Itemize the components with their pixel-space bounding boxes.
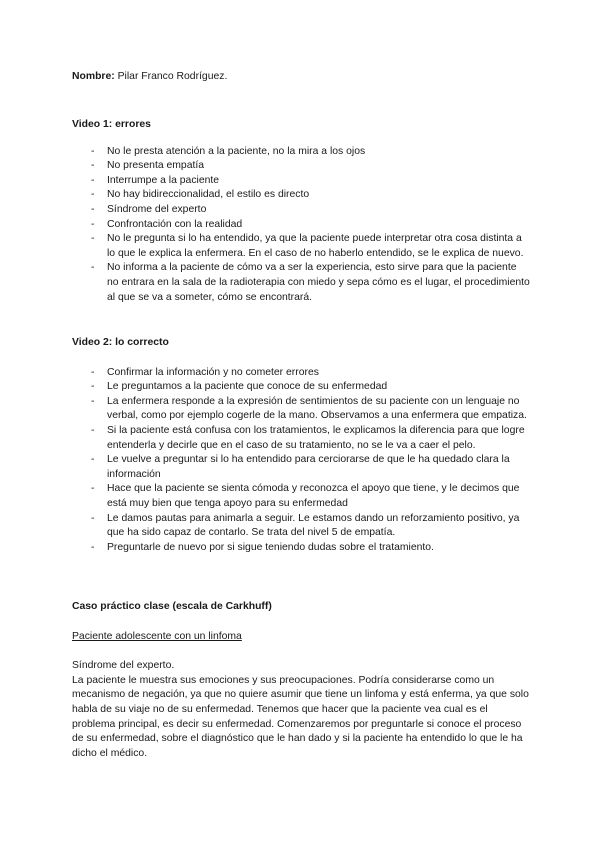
video1-list xyxy=(72,145,530,306)
caso-section xyxy=(72,600,530,761)
list-item: - La enfermera responde a la expresión de sentimientos de su paciente con un lenguaje no verbal, como por ejemplo cogerle de la mano. Observamos a una enfermera que empatiza. xyxy=(72,395,530,424)
list-item: - Síndrome del experto xyxy=(72,203,530,218)
name-value: Pilar Franco Rodríguez. xyxy=(117,71,228,82)
list-item: - No hay bidireccionalidad, el estilo es directo xyxy=(72,188,530,203)
list-item: - No le presta atención a la paciente, no la mira a los ojos xyxy=(72,145,530,160)
video2-list xyxy=(72,366,530,556)
list-item: - Le damos pautas para animarla a seguir. Le estamos dando un reforzamiento positivo, ya que ha sido capaz de contarlo. Se trata del nivel 5 de empatía. xyxy=(72,512,530,541)
list-item: - Confrontación con la realidad xyxy=(72,218,530,233)
caso-paragraph-1: Síndrome del experto. xyxy=(72,660,175,672)
list-item: - No le pregunta si lo ha entendido, ya que la paciente puede interpretar otra cosa distinta a lo que le explica la enfermera. En el caso de no haberlo entendido, se le explica de nuevo. xyxy=(72,232,530,261)
list-item: - No presenta empatía xyxy=(72,159,530,174)
name-label: Nombre: xyxy=(72,71,115,82)
caso-heading: Caso práctico clase (escala de Carkhuff) xyxy=(72,601,272,612)
video1-heading: Video 1: errores xyxy=(72,119,151,130)
video2-heading: Video 2: lo correcto xyxy=(72,337,169,348)
list-item: - Confirmar la información y no cometer errores xyxy=(72,366,530,381)
list-item: - Hace que la paciente se sienta cómoda y reconozca el apoyo que tiene, y le decimos que está muy bien que tenga apoyo para su enfermedad xyxy=(72,482,530,511)
caso-paragraph-2: La paciente le muestra sus emociones y sus preocupaciones. Podría considerarse como un mecanismo de negación, ya que no quiere asumir que tiene un linfoma y está enferma, ya que solo habla de su viaje no de su enfermedad. Tenemos que hacer que la paciente vea cual es el problema principal, es decir su enfermedad. Comenzaremos por preguntarle si conoce el proceso de su enfermedad, sobre el diagnóstico que le han dado y si la paciente ha entendido lo que le ha dicho el médico. xyxy=(72,674,529,759)
list-item: - Preguntarle de nuevo por si sigue teniendo dudas sobre el tratamiento. xyxy=(72,541,530,556)
video2-section xyxy=(72,336,530,555)
list-item: - Le vuelve a preguntar si lo ha entendido para cerciorarse de que le ha quedado clara la información xyxy=(72,453,530,482)
video1-section xyxy=(72,118,530,305)
list-item: - Si la paciente está confusa con los tratamientos, le explicamos la diferencia para que logre entenderla y decirle que en el caso de su tratamiento, no se le va a caer el pelo. xyxy=(72,424,530,453)
caso-subtitle: Paciente adolescente con un linfoma xyxy=(72,630,242,642)
student-name xyxy=(72,70,227,85)
list-item: - Le preguntamos a la paciente que conoce de su enfermedad xyxy=(72,380,530,395)
list-item: - Interrumpe a la paciente xyxy=(72,174,530,189)
list-item: - No informa a la paciente de cómo va a ser la experiencia, esto sirve para que la paciente no entrara en la sala de la radioterapia con miedo y sepa cómo es el lugar, el procedimiento al que se va a someter, cómo se encontrará. xyxy=(72,261,530,305)
